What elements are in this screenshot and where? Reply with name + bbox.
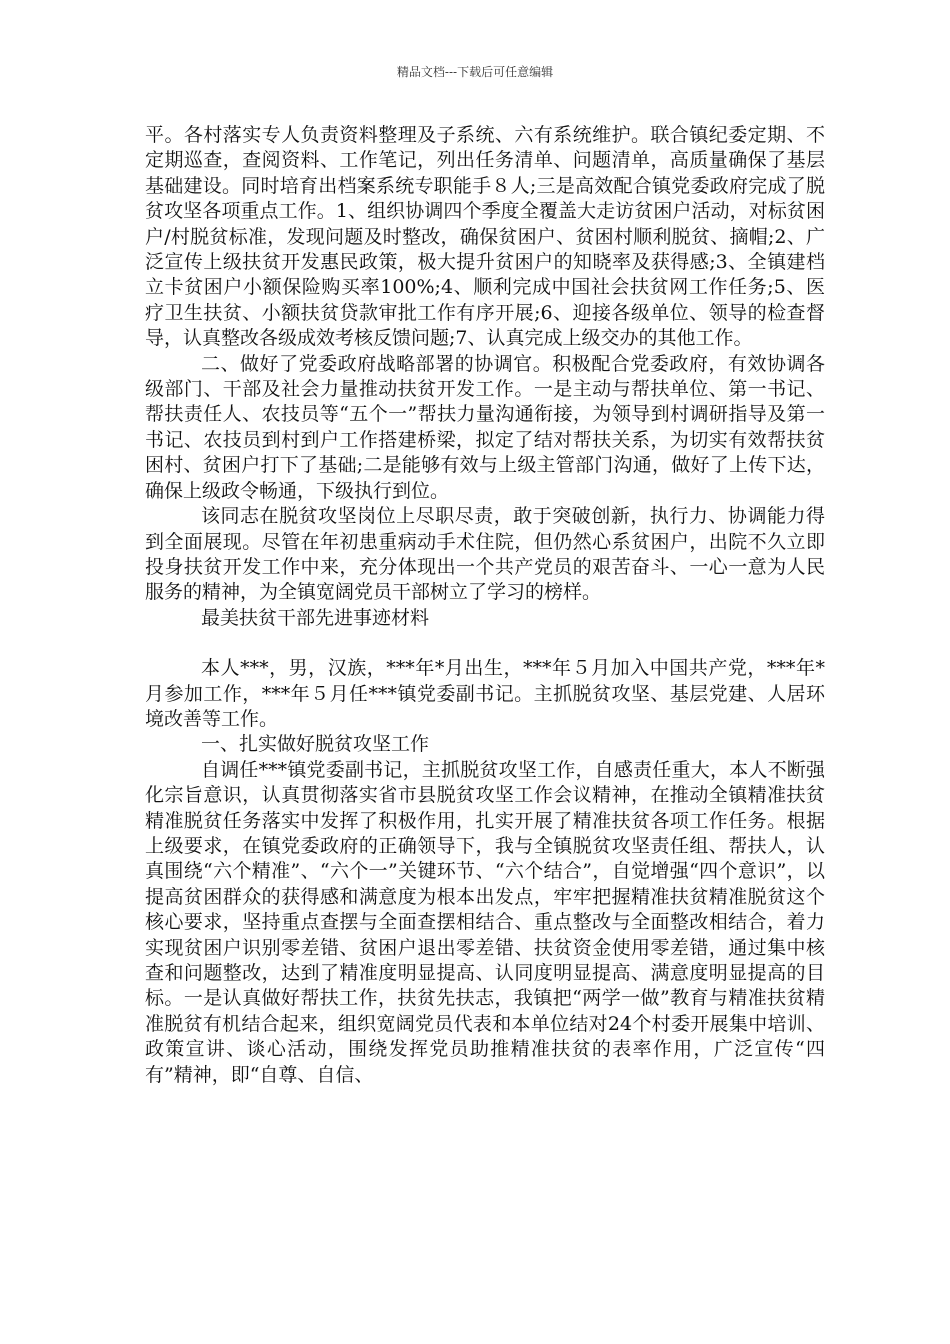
paragraph-coordination: 二、做好了党委政府战略部署的协调官。积极配合党委政府，有效协调各级部门、干部及社会力量推动扶贫开发工作。一是主动与帮扶单位、第一书记、帮扶责任人、农技员等“五个一”帮扶力量沟通衔接，为领导到村调研指导及第一书记、农技员到村到户工作搭建桥梁，拟定了结对帮扶关系，为切实有效帮扶贫困村、贫困户打下了基础;二是能够有效与上级主管部门沟通，做好了上传下达，确保上级政令畅通，下级执行到位。 — [145, 352, 825, 502]
section-heading-1: 一、扎实做好脱贫攻坚工作 — [201, 733, 430, 756]
paragraph-continuation: 平。各村落实专人负责资料整理及子系统、六有系统维护。联合镇纪委定期、不定期巡查，查阅资料、工作笔记，列出任务清单、问题清单，高质量确保了基层基础建设。同时培育出档案系统专职能手８人;三是高效配合镇党委政府完成了脱贫攻坚各项重点工作。1、组织协调四个季度全覆盖大走访贫困户活动，对标贫困户/村脱贫标准，发现问题及时整改，确保贫困户、贫困村顺利脱贫、摘帽;2、广泛宣传上级扶贫开发惠民政策，极大提升贫困户的知晓率及获得感;3、全镇建档立卡贫困户小额保险购买率100%;4、顺利完成中国社会扶贫网工作任务;5、医疗卫生扶贫、小额扶贫贷款审批工作有序开展;6、迎接各级单位、领导的检查督导，认真整改各级成效考核反馈问题;7、认真完成上级交办的其他工作。 — [145, 124, 825, 350]
paragraph-intro: 本人***，男，汉族，***年*月出生，***年５月加入中国共产党，***年*月参加工作，***年５月任***镇党委副书记。主抓脱贫攻坚、基层党建、人居环境改善等工作。 — [145, 657, 825, 730]
blank-line — [145, 631, 825, 656]
paragraph-work: 自调任***镇党委副书记，主抓脱贫攻坚工作，自感责任重大，本人不断强化宗旨意识，认真贯彻落实省市县脱贫攻坚工作会议精神，在推动全镇精准扶贫精准脱贫任务落实中发挥了积极作用，扎实开展了精准扶贫各项工作任务。根据上级要求，在镇党委政府的正确领导下，我与全镇脱贫攻坚责任组、帮扶人，认真围绕“六个精准”、“六个一”关键环节、“六个结合”，自觉增强“四个意识”，以提高贫困群众的获得感和满意度为根本出发点，牢牢把握精准扶贫精准脱贫这个核心要求，坚持重点查摆与全面查摆相结合、重点整改与全面整改相结合，着力实现贫困户识别零差错、贫困户退出零差错、扶贫资金使用零差错，通过集中核查和问题整改，达到了精准度明显提高、认同度明显提高、满意度明显提高的目标。一是认真做好帮扶工作，扶贫先扶志，我镇把“两学一做”教育与精准扶贫精准脱贫有机结合起来，组织宽阔党员代表和本单位结对24个村委开展集中培训、政策宣讲、谈心活动，围绕发挥党员助推精准扶贫的表率作用，广泛宣传“四有”精神，即“自尊、自信、 — [145, 758, 825, 1086]
document-body — [145, 123, 825, 1088]
section-title: 最美扶贫干部先进事迹材料 — [201, 606, 430, 629]
paragraph-summary: 该同志在脱贫攻坚岗位上尽职尽责，敢于突破创新，执行力、协调能力得到全面展现。尽管在年初患重病动手术住院，但仍然心系贫困户，出院不久立即投身扶贫开发工作中来，充分体现出一个共产党员的艰苦奋斗、一心一意为人民服务的精神，为全镇宽阔党员干部树立了学习的榜样。 — [145, 505, 825, 604]
page-header: 精品文档---下载后可任意编辑 — [396, 65, 554, 79]
